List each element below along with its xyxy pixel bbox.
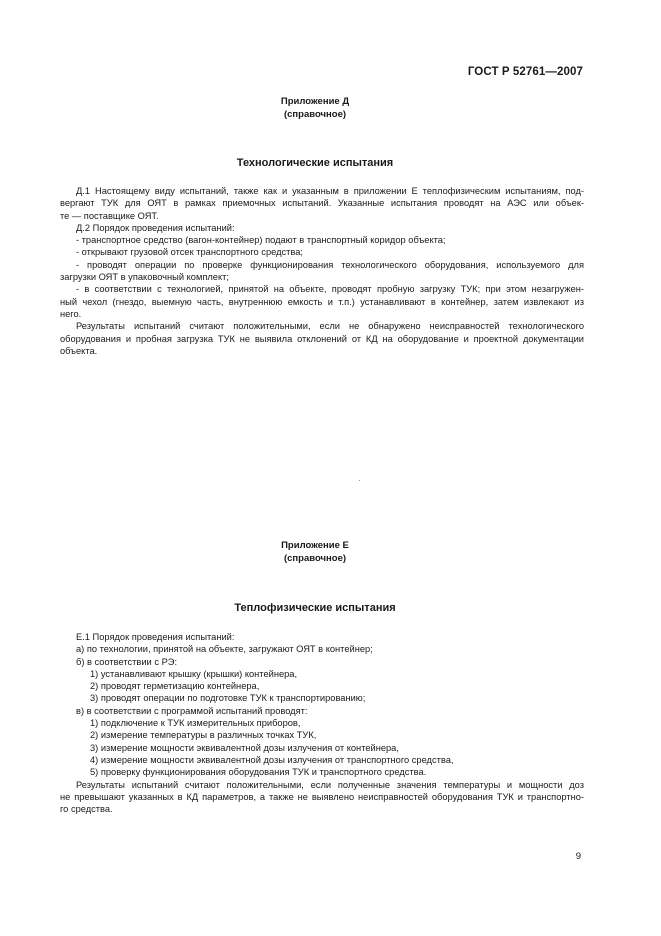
list-item: 3) измерение мощности эквивалентной дозы излучения от контейнера, — [90, 742, 399, 753]
list-item: 1) устанавливают крышку (крышки) контейнера, — [90, 668, 298, 679]
list-item: б) в соответствии с РЭ: — [76, 656, 178, 667]
paragraph-line: загрузки ОЯТ в упаковочный комплект; — [60, 272, 229, 283]
annex-e-heading — [0, 539, 630, 565]
paragraph-line: - транспортное средство (вагон-контейнер) подают в транспортный коридор объекта; — [76, 235, 446, 246]
list-item: а) по технологии, принятой на объекте, загружают ОЯТ в контейнер; — [76, 644, 373, 655]
standard-code: ГОСТ Р 52761—2007 — [467, 66, 583, 78]
annex-d-label: Приложение Д — [280, 96, 350, 107]
annex-d-title: Технологические испытания — [236, 157, 394, 169]
scan-speck — [359, 480, 360, 481]
paragraph-line: вергают ТУК для ОЯТ в рамках приемочных испытаний. Указанные испытания проводят на АЭС или объек- — [60, 198, 584, 209]
paragraph-line: объекта. — [60, 345, 98, 356]
annex-d-heading — [0, 95, 630, 121]
paragraph-line: Результаты испытаний считают положительными, если полученные значения температуры и мощности доз — [76, 779, 584, 790]
paragraph-line: оборудования и пробная загрузка ТУК не выявила отклонений от КД на оборудование и проектной документации — [60, 333, 584, 344]
paragraph-line: Д.2 Порядок проведения испытаний: — [76, 222, 235, 233]
list-item: в) в соответствии с программой испытаний проводят: — [76, 705, 308, 716]
paragraph-line: ный чехол (гнездо, выемную часть, внутреннюю емкость и т.п.) устанавливают в контейнер, затем извлекают из — [60, 296, 584, 307]
paragraph-line: го средства. — [60, 804, 113, 815]
list-item: 5) проверку функционирования оборудования ТУК и транспортного средства. — [90, 767, 427, 778]
annex-d-kind: (справочное) — [283, 109, 347, 120]
annex-e-title: Теплофизические испытания — [234, 602, 396, 614]
annex-e-label: Приложение Е — [281, 540, 349, 551]
list-item: Е.1 Порядок проведения испытаний: — [76, 632, 235, 642]
list-item: 4) измерение мощности эквивалентной дозы излучения от транспортного средства, — [90, 754, 454, 765]
paragraph-line: те — поставщике ОЯТ. — [60, 210, 159, 221]
list-item: 2) измерение температуры в различных точках ТУК, — [90, 730, 317, 741]
paragraph-line: Д.1 Настоящему виду испытаний, также как и указанным в приложении Е теплофизическим испытаниям, под- — [76, 186, 584, 196]
paragraph-line: - открывают грузовой отсек транспортного средства; — [76, 247, 304, 258]
paragraph-line: него. — [60, 308, 82, 319]
paragraph-line: не превышают указанных в КД параметров, а также не выявлено неисправностей оборудования ТУК и транспортно- — [60, 791, 584, 802]
paragraph-line: - проводят операции по проверке функционирования технологического оборудования, используемого для — [76, 259, 584, 270]
annex-d-body — [60, 185, 584, 357]
annex-e-body — [60, 631, 584, 815]
page-number: 9 — [575, 851, 581, 862]
annex-e-kind: (справочное) — [283, 553, 347, 564]
list-item: 3) проводят операции по подготовке ТУК к транспортированию; — [90, 693, 366, 704]
paragraph-line: - в соответствии с технологией, принятой на объекте, проводят пробную загрузку ТУК; при этом незагружен- — [76, 284, 584, 295]
list-item: 2) проводят герметизацию контейнера, — [90, 681, 260, 692]
paragraph-line: Результаты испытаний считают положительными, если не обнаружено неисправностей технологического — [76, 321, 584, 332]
list-item: 1) подключение к ТУК измерительных приборов, — [90, 718, 301, 729]
